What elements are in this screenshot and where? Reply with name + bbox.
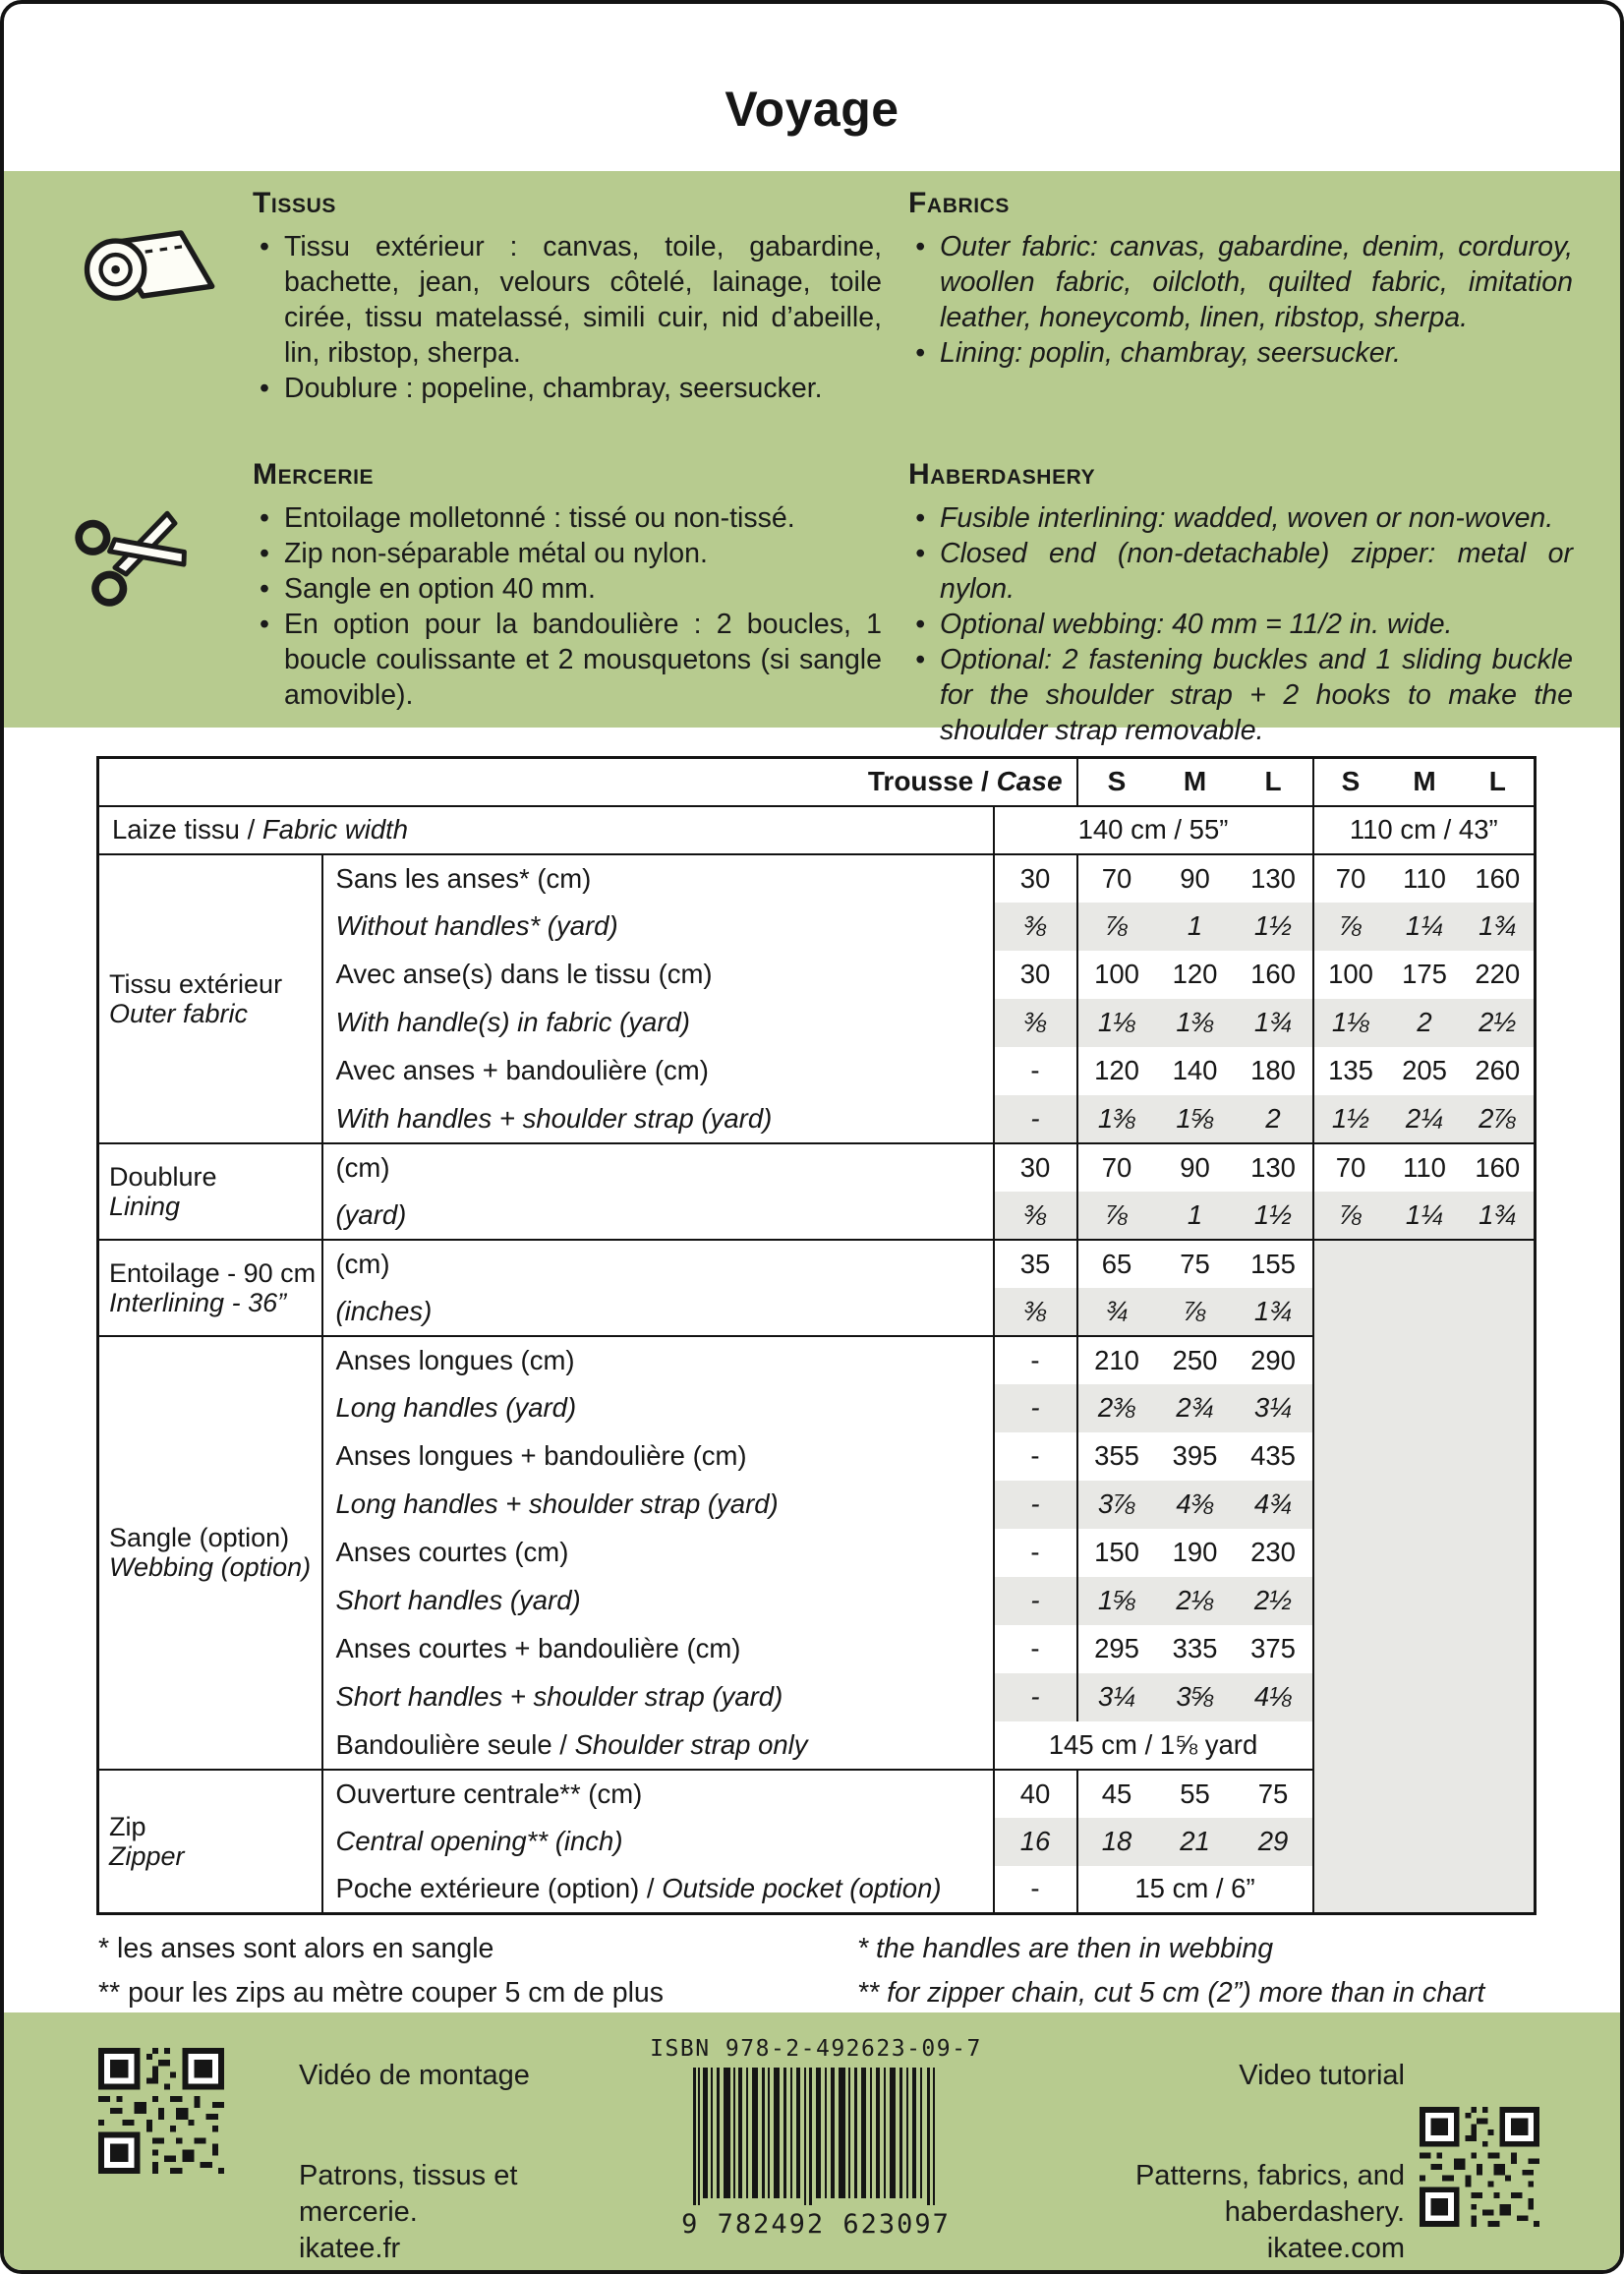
cell: 205 bbox=[1402, 1055, 1447, 1085]
cell: 40 bbox=[994, 1770, 1077, 1818]
section-label: Tissu extérieur Outer fabric bbox=[98, 854, 322, 1143]
cell: 30 bbox=[994, 1143, 1077, 1192]
cell: 145 cm / 1⅝ yard bbox=[994, 1721, 1313, 1770]
row-label: (inches) bbox=[322, 1288, 994, 1336]
cell: 210 bbox=[1077, 1336, 1156, 1384]
mercerie-list bbox=[253, 500, 882, 713]
row-label: Short handles + shoulder strap (yard) bbox=[322, 1673, 994, 1721]
cell: 1 bbox=[1156, 903, 1235, 951]
barcode bbox=[693, 2068, 939, 2205]
cell: 1½ bbox=[1235, 903, 1313, 951]
mercerie-section bbox=[253, 458, 882, 713]
cell: 1⅝ bbox=[1156, 1095, 1235, 1143]
cell: 2 bbox=[1235, 1095, 1313, 1143]
row-label: Short handles (yard) bbox=[322, 1577, 994, 1625]
cell: 335 bbox=[1172, 1633, 1218, 1663]
size-header: L bbox=[1235, 758, 1313, 806]
cell: 2 bbox=[1388, 999, 1462, 1047]
cell: 29 bbox=[1235, 1818, 1313, 1866]
cell: 16 bbox=[994, 1818, 1077, 1866]
cell: 90 bbox=[1156, 854, 1235, 903]
row-label: Avec anses + bandoulière (cm) bbox=[322, 1047, 994, 1095]
tissus-list bbox=[253, 229, 882, 406]
cell: ⅞ bbox=[1313, 1192, 1388, 1240]
video-label-en: Video tutorial bbox=[1239, 2060, 1405, 2091]
section-label: Doublure Lining bbox=[98, 1143, 322, 1240]
cell: - bbox=[994, 1673, 1077, 1721]
fabrics-list bbox=[908, 229, 1573, 371]
row-label: With handle(s) in fabric (yard) bbox=[322, 999, 994, 1047]
tissus-heading: Tissus bbox=[253, 187, 336, 219]
cell: 15 cm / 6” bbox=[1077, 1866, 1313, 1914]
cell: - bbox=[994, 1529, 1077, 1577]
list-item: • En option pour la bandoulière : 2 boucles, 1 boucle coulissante et 2 mousquetons (si sangle amovible). bbox=[253, 607, 882, 713]
cell: 1½ bbox=[1235, 1192, 1313, 1240]
cell: 150 bbox=[1094, 1537, 1139, 1567]
table-row bbox=[98, 854, 1536, 903]
cell: 1¾ bbox=[1235, 1288, 1313, 1336]
cell: 1½ bbox=[1313, 1095, 1388, 1143]
list-item: • Fusible interlining: wadded, woven or non-woven. bbox=[908, 500, 1573, 536]
cell: ⅞ bbox=[1156, 1288, 1235, 1336]
row-label: Long handles (yard) bbox=[322, 1384, 994, 1432]
cell: - bbox=[994, 1481, 1077, 1529]
cell: 2⅜ bbox=[1077, 1384, 1156, 1432]
size-header: M bbox=[1156, 758, 1235, 806]
cell: 3⅞ bbox=[1077, 1481, 1156, 1529]
cell: - bbox=[994, 1577, 1077, 1625]
cell: 160 bbox=[1462, 1143, 1536, 1192]
cell: - bbox=[994, 1866, 1077, 1914]
corner-header: Trousse / Case bbox=[98, 758, 1077, 806]
cell: 3⅝ bbox=[1156, 1673, 1235, 1721]
cell: 160 bbox=[1235, 951, 1313, 999]
fabrics-section bbox=[908, 187, 1573, 371]
cell: 30 bbox=[994, 854, 1077, 903]
row-label: Anses longues + bandoulière (cm) bbox=[322, 1432, 994, 1481]
list-item: • Lining: poplin, chambray, seersucker. bbox=[908, 335, 1573, 371]
text-line: Patterns, fabrics, and bbox=[1134, 2160, 1405, 2191]
cell: 70 bbox=[1077, 1143, 1156, 1192]
row-label: With handles + shoulder strap (yard) bbox=[322, 1095, 994, 1143]
cell: ⅜ bbox=[994, 1288, 1077, 1336]
text-line: ** pour les zips au mètre couper 5 cm de plus bbox=[98, 1977, 665, 2009]
cell: 1⅛ bbox=[1313, 999, 1388, 1047]
tagline-fr bbox=[299, 2158, 517, 2267]
row-label: (yard) bbox=[322, 1192, 994, 1240]
tagline-fr-lines bbox=[299, 2158, 517, 2231]
cell: 2¾ bbox=[1156, 1384, 1235, 1432]
list-item: • Zip non-séparable métal ou nylon. bbox=[253, 536, 882, 571]
row-label: Anses courtes + bandoulière (cm) bbox=[322, 1625, 994, 1673]
cell: 1¼ bbox=[1388, 903, 1462, 951]
size-header: S bbox=[1077, 758, 1156, 806]
cell: 70 bbox=[1313, 1143, 1388, 1192]
tagline-en-lines bbox=[1077, 2158, 1405, 2231]
haberdashery-section bbox=[908, 458, 1573, 748]
cell: 100 bbox=[1328, 959, 1373, 989]
cell: 435 bbox=[1235, 1432, 1313, 1481]
table-row bbox=[98, 1240, 1536, 1288]
cell: 1⅝ bbox=[1077, 1577, 1156, 1625]
cell: 110 cm / 43” bbox=[1349, 814, 1498, 845]
row-label: Without handles* (yard) bbox=[322, 903, 994, 951]
cell: 190 bbox=[1172, 1537, 1218, 1567]
row-label: Laize tissu / Fabric width bbox=[98, 806, 994, 854]
table-header-row bbox=[98, 758, 1536, 806]
tissus-section bbox=[253, 187, 882, 406]
cell: 70 bbox=[1077, 854, 1156, 903]
cell: 45 bbox=[1077, 1770, 1156, 1818]
cell: - bbox=[994, 1625, 1077, 1673]
cell: ¾ bbox=[1077, 1288, 1156, 1336]
cell: 1 bbox=[1156, 1192, 1235, 1240]
footer-band bbox=[4, 2012, 1620, 2274]
cell: 110 bbox=[1388, 854, 1462, 903]
cell: 250 bbox=[1156, 1336, 1235, 1384]
fabrics-heading: Fabrics bbox=[908, 187, 1011, 219]
fabric-width-row bbox=[98, 806, 1536, 854]
cell: 230 bbox=[1235, 1529, 1313, 1577]
cell: 2½ bbox=[1235, 1577, 1313, 1625]
cell: 1⅛ bbox=[1077, 999, 1156, 1047]
barcode-block bbox=[633, 2036, 999, 2240]
row-label: Bandoulière seule / Shoulder strap only bbox=[322, 1721, 994, 1770]
cell: 1¾ bbox=[1462, 903, 1536, 951]
cell: 1¾ bbox=[1235, 999, 1313, 1047]
isbn-label: ISBN 978-2-492623-09-7 bbox=[650, 2036, 982, 2062]
list-item: • Entoilage molletonné : tissé ou non-tissé. bbox=[253, 500, 882, 536]
list-item: • Closed end (non-detachable) zipper: metal or nylon. bbox=[908, 536, 1573, 607]
cell: 4⅛ bbox=[1235, 1673, 1313, 1721]
cell: ⅜ bbox=[994, 1192, 1077, 1240]
cell: 260 bbox=[1475, 1055, 1521, 1085]
list-item: • Doublure : popeline, chambray, seersucker. bbox=[253, 371, 882, 406]
cell: 155 bbox=[1235, 1240, 1313, 1288]
cell: 2⅞ bbox=[1462, 1095, 1536, 1143]
row-label: Anses longues (cm) bbox=[322, 1336, 994, 1384]
tagline-en bbox=[1077, 2158, 1405, 2267]
cell: 180 bbox=[1235, 1047, 1313, 1095]
text-line: haberdashery. bbox=[1224, 2196, 1405, 2228]
size-header: M bbox=[1388, 758, 1462, 806]
cell: 175 bbox=[1402, 959, 1447, 989]
cell: ⅜ bbox=[994, 999, 1077, 1047]
row-label: Ouverture centrale** (cm) bbox=[322, 1770, 994, 1818]
cell: 21 bbox=[1156, 1818, 1235, 1866]
site-fr: ikatee.fr bbox=[299, 2233, 401, 2264]
row-label: (cm) bbox=[322, 1143, 994, 1192]
cell: 375 bbox=[1235, 1625, 1313, 1673]
cell: 110 bbox=[1388, 1143, 1462, 1192]
cell: 120 bbox=[1094, 1055, 1139, 1085]
list-item: • Tissu extérieur : canvas, toile, gabardine, bachette, jean, velours côtelé, lainage, toile cirée, tissu matelassé, simili cuir, nid d’abeille, lin, ribstop, sherpa. bbox=[253, 229, 882, 371]
list-item: • Optional webbing: 40 mm = 11/2 in. wide. bbox=[908, 607, 1573, 642]
row-label: Anses courtes (cm) bbox=[322, 1529, 994, 1577]
size-table-wrap bbox=[96, 756, 1537, 1915]
footnotes-en bbox=[857, 1927, 1484, 2015]
cell: - bbox=[994, 1432, 1077, 1481]
empty-region bbox=[1313, 1240, 1536, 1914]
text-line: ** for zipper chain, cut 5 cm (2”) more than in chart bbox=[857, 1977, 1485, 2009]
scissors-icon bbox=[75, 494, 193, 612]
size-header: L bbox=[1462, 758, 1536, 806]
cell: 4¾ bbox=[1235, 1481, 1313, 1529]
row-label: Avec anse(s) dans le tissu (cm) bbox=[322, 951, 994, 999]
section-label: Sangle (option) Webbing (option) bbox=[98, 1336, 322, 1770]
row-label: Sans les anses* (cm) bbox=[322, 854, 994, 903]
page-title: Voyage bbox=[725, 82, 899, 137]
site-en: ikatee.com bbox=[1266, 2233, 1405, 2264]
cell: 290 bbox=[1235, 1336, 1313, 1384]
list-item: • Outer fabric: canvas, gabardine, denim, corduroy, woollen fabric, oilcloth, quilted fabric, imitation leather, honeycomb, linen, ribstop, sherpa. bbox=[908, 229, 1573, 335]
cell: 120 bbox=[1172, 959, 1218, 989]
cell: 35 bbox=[994, 1240, 1077, 1288]
cell: 75 bbox=[1235, 1770, 1313, 1818]
row-label: (cm) bbox=[322, 1240, 994, 1288]
footnotes-fr bbox=[98, 1927, 664, 2015]
list-item: • Sangle en option 40 mm. bbox=[253, 571, 882, 607]
size-table bbox=[96, 756, 1537, 1915]
cell: 3¼ bbox=[1235, 1384, 1313, 1432]
qr-code-right bbox=[1420, 2107, 1539, 2227]
fabric-roll-icon bbox=[79, 212, 218, 322]
mercerie-heading: Mercerie bbox=[253, 458, 375, 491]
cell: 1¼ bbox=[1388, 1192, 1462, 1240]
haberdashery-list bbox=[908, 500, 1573, 748]
text-line: Patrons, tissus et bbox=[299, 2160, 518, 2191]
cell: 1¾ bbox=[1462, 1192, 1536, 1240]
qr-code-left bbox=[98, 2048, 224, 2174]
cell: - bbox=[994, 1336, 1077, 1384]
cell: 140 bbox=[1172, 1055, 1218, 1085]
video-label-fr: Vidéo de montage bbox=[299, 2060, 530, 2091]
cell: 100 bbox=[1094, 959, 1139, 989]
section-label: Zip Zipper bbox=[98, 1770, 322, 1914]
row-label: Long handles + shoulder strap (yard) bbox=[322, 1481, 994, 1529]
cell: 65 bbox=[1077, 1240, 1156, 1288]
cell: 130 bbox=[1235, 854, 1313, 903]
cell: 90 bbox=[1156, 1143, 1235, 1192]
section-label: Entoilage - 90 cm Interlining - 36” bbox=[98, 1240, 322, 1336]
cell: 395 bbox=[1172, 1440, 1218, 1471]
cell: 2½ bbox=[1462, 999, 1536, 1047]
cell: 1⅜ bbox=[1077, 1095, 1156, 1143]
cell: 135 bbox=[1328, 1055, 1373, 1085]
cell: - bbox=[994, 1384, 1077, 1432]
cell: 70 bbox=[1313, 854, 1388, 903]
cell: 2⅛ bbox=[1156, 1577, 1235, 1625]
row-label: Poche extérieure (option) / Outside pocket (option) bbox=[322, 1866, 994, 1914]
cell: 1⅜ bbox=[1156, 999, 1235, 1047]
cell: 4⅜ bbox=[1156, 1481, 1235, 1529]
cell: 130 bbox=[1235, 1143, 1313, 1192]
ean-number: 9 782492 623097 bbox=[681, 2209, 951, 2240]
cell: 55 bbox=[1156, 1770, 1235, 1818]
row-label: Central opening** (inch) bbox=[322, 1818, 994, 1866]
table-row bbox=[98, 1143, 1536, 1192]
cell: 2¼ bbox=[1388, 1095, 1462, 1143]
cell: 3¼ bbox=[1077, 1673, 1156, 1721]
text-line: * the handles are then in webbing bbox=[857, 1933, 1274, 1964]
cell: 295 bbox=[1094, 1633, 1139, 1663]
list-item: • Optional: 2 fastening buckles and 1 sliding buckle for the shoulder strap + 2 hooks to make the shoulder strap removable. bbox=[908, 642, 1573, 748]
cell: 18 bbox=[1077, 1818, 1156, 1866]
info-band bbox=[4, 171, 1620, 746]
text-line: mercerie. bbox=[299, 2196, 418, 2228]
cell: ⅞ bbox=[1313, 903, 1388, 951]
cell: ⅞ bbox=[1077, 903, 1156, 951]
cell: 355 bbox=[1094, 1440, 1139, 1471]
cell: 30 bbox=[994, 951, 1077, 999]
size-header: S bbox=[1313, 758, 1388, 806]
cell: ⅜ bbox=[994, 903, 1077, 951]
cell: - bbox=[994, 1095, 1077, 1143]
cell: 220 bbox=[1475, 959, 1521, 989]
haberdashery-heading: Haberdashery bbox=[908, 458, 1096, 491]
cell: 160 bbox=[1462, 854, 1536, 903]
cell: 140 cm / 55” bbox=[994, 806, 1313, 854]
cell: ⅞ bbox=[1077, 1192, 1156, 1240]
text-line: * les anses sont alors en sangle bbox=[98, 1933, 494, 1964]
cell: 75 bbox=[1156, 1240, 1235, 1288]
cell: - bbox=[994, 1047, 1077, 1095]
